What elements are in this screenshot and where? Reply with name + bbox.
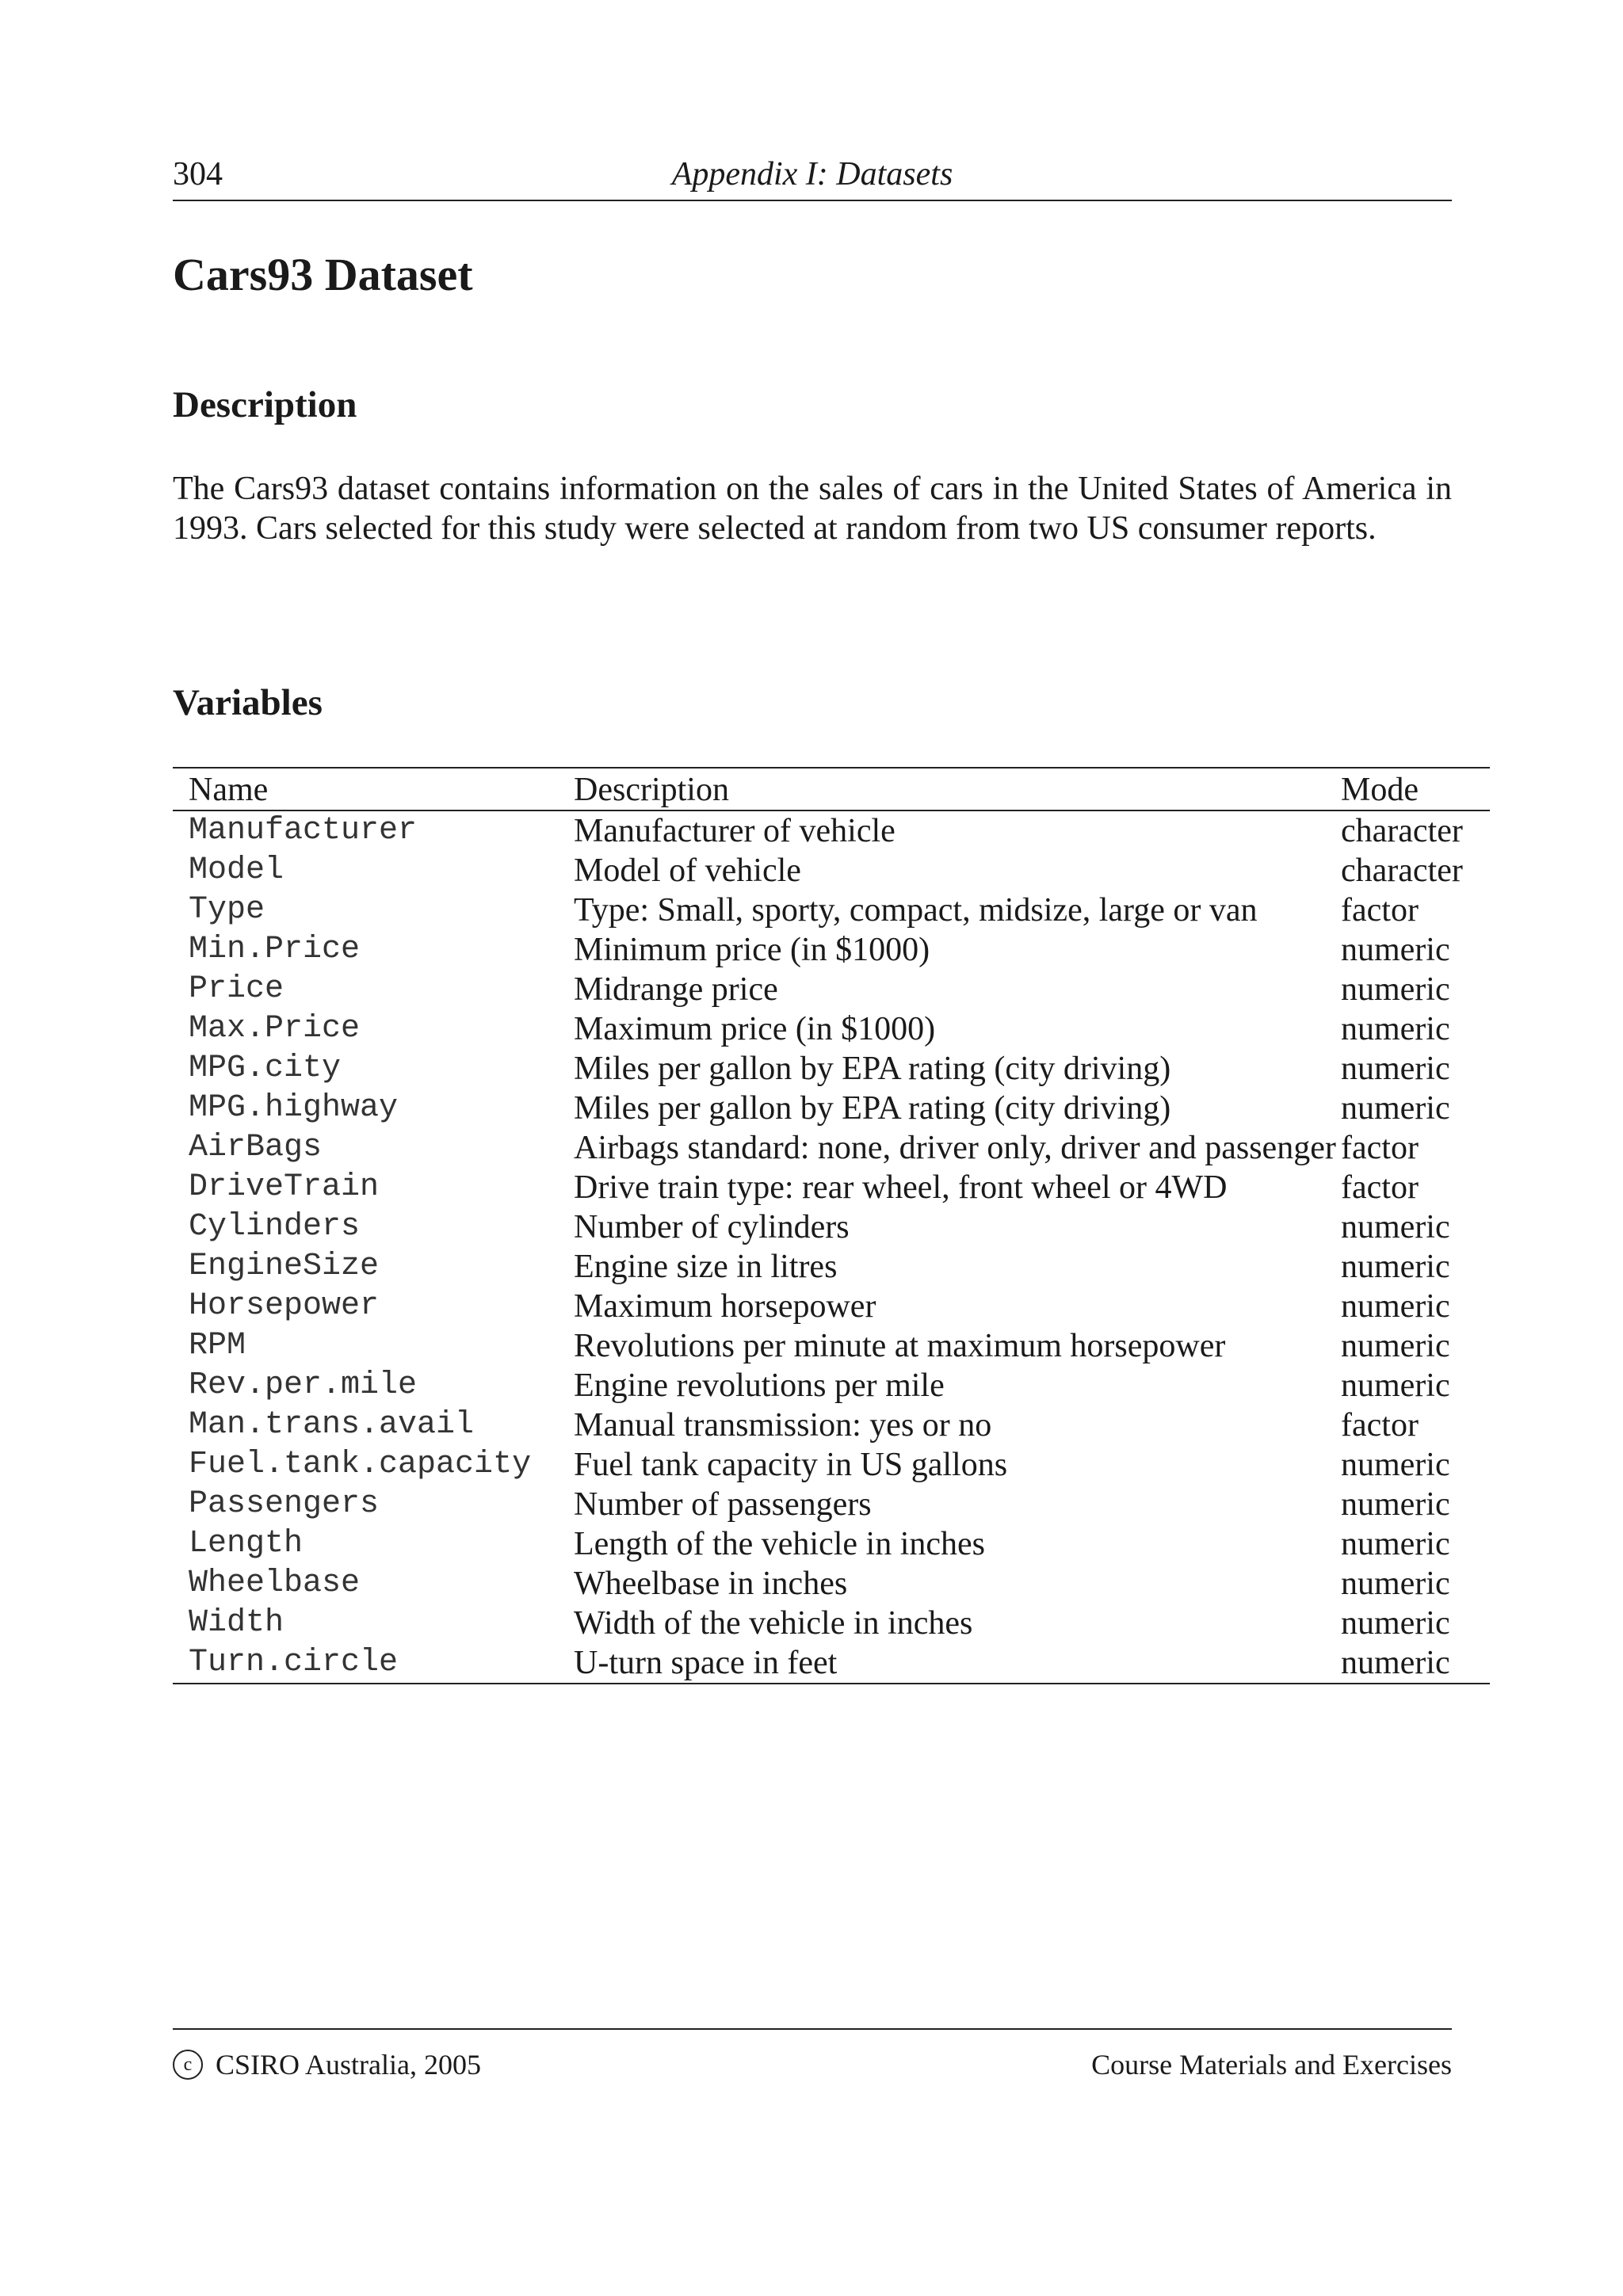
variable-name: Wheelbase <box>189 1566 361 1601</box>
variable-name: RPM <box>189 1328 246 1363</box>
variable-description: Miles per gallon by EPA rating (city driving) <box>574 1090 1171 1127</box>
table-row <box>173 1405 1490 1445</box>
table-row <box>173 1326 1490 1366</box>
variable-mode: factor <box>1341 1407 1419 1444</box>
variable-name: AirBags <box>189 1130 323 1165</box>
variable-mode: numeric <box>1341 1090 1450 1127</box>
variable-mode: numeric <box>1341 971 1450 1008</box>
table-row <box>173 1089 1490 1128</box>
variable-name: Price <box>189 971 285 1007</box>
table-row <box>173 1049 1490 1089</box>
table-header <box>173 768 1490 810</box>
table-row <box>173 970 1490 1009</box>
variable-description: Revolutions per minute at maximum horsepower <box>574 1328 1226 1364</box>
table-row <box>173 1009 1490 1049</box>
variable-mode: factor <box>1341 892 1419 929</box>
variable-mode: numeric <box>1341 1526 1450 1562</box>
variable-description: Drive train type: rear wheel, front wheel or 4WD <box>574 1169 1228 1206</box>
variable-mode: numeric <box>1341 1249 1450 1285</box>
footer-left <box>173 2047 481 2082</box>
table-row <box>173 1524 1490 1564</box>
variable-name: MPG.city <box>189 1051 342 1086</box>
variable-mode: numeric <box>1341 1447 1450 1483</box>
variable-mode: numeric <box>1341 1367 1450 1404</box>
variable-name: Cylinders <box>189 1209 361 1245</box>
table-body <box>173 810 1490 1684</box>
variable-description: Manual transmission: yes or no <box>574 1407 992 1444</box>
variable-description: Manufacturer of vehicle <box>574 813 896 849</box>
variable-mode: factor <box>1341 1169 1419 1206</box>
table-row <box>173 1168 1490 1207</box>
page-number: 304 <box>173 156 223 193</box>
variable-name: Min.Price <box>189 932 361 967</box>
table-row <box>173 891 1490 930</box>
variable-description: Airbags standard: none, driver only, driver and passenger <box>574 1130 1336 1166</box>
variable-mode: numeric <box>1341 932 1450 968</box>
variable-description: Maximum horsepower <box>574 1288 876 1325</box>
running-title: Appendix I: Datasets <box>671 156 953 193</box>
footer-course-title: Course Materials and Exercises <box>1091 2049 1452 2081</box>
column-header-name: Name <box>173 768 574 810</box>
table-row <box>173 1247 1490 1287</box>
variable-description: Model of vehicle <box>574 852 801 889</box>
variable-mode: numeric <box>1341 1328 1450 1364</box>
variables-heading: Variables <box>173 682 323 723</box>
variable-mode: numeric <box>1341 1486 1450 1523</box>
variable-name: MPG.highway <box>189 1090 399 1126</box>
variable-mode: numeric <box>1341 1566 1450 1602</box>
variable-mode: numeric <box>1341 1051 1450 1087</box>
table-row <box>173 1445 1490 1485</box>
table-row <box>173 1287 1490 1326</box>
table-row <box>173 1643 1490 1684</box>
variable-name: Width <box>189 1605 285 1641</box>
variable-name: Length <box>189 1526 304 1562</box>
table-row <box>173 851 1490 891</box>
page-footer <box>173 2028 1452 2093</box>
variable-mode: numeric <box>1341 1209 1450 1245</box>
variable-name: Horsepower <box>189 1288 380 1324</box>
variables-table <box>173 767 1490 1684</box>
variable-mode: character <box>1341 852 1463 889</box>
variable-description: Miles per gallon by EPA rating (city driving) <box>574 1051 1171 1087</box>
description-paragraph: The Cars93 dataset contains information on the sales of cars in the United States of America in 1993. Cars selected for this study were selected at random from two US consumer reports. <box>173 471 1452 547</box>
table-row <box>173 1604 1490 1643</box>
variable-mode: numeric <box>1341 1605 1450 1642</box>
variable-description: Type: Small, sporty, compact, midsize, large or van <box>574 892 1258 929</box>
variable-description: Width of the vehicle in inches <box>574 1605 973 1642</box>
variable-name: Rev.per.mile <box>189 1367 418 1403</box>
variable-name: Manufacturer <box>189 813 418 849</box>
variable-description: Number of passengers <box>574 1486 872 1523</box>
variable-name: DriveTrain <box>189 1169 380 1205</box>
variable-description: Length of the vehicle in inches <box>574 1526 985 1562</box>
footer-copyright-text: CSIRO Australia, 2005 <box>216 2049 482 2081</box>
variable-name: EngineSize <box>189 1249 380 1284</box>
variable-mode: character <box>1341 813 1463 849</box>
table-row <box>173 1366 1490 1405</box>
variable-description: Engine size in litres <box>574 1249 838 1285</box>
copyright-icon: c <box>173 2050 203 2080</box>
page-header <box>173 152 1452 201</box>
variable-name: Max.Price <box>189 1011 361 1047</box>
variable-name: Model <box>189 852 285 888</box>
description-heading: Description <box>173 384 357 425</box>
variable-mode: numeric <box>1341 1011 1450 1047</box>
variable-description: Engine revolutions per mile <box>574 1367 945 1404</box>
variable-description: Maximum price (in $1000) <box>574 1011 936 1047</box>
variable-description: Number of cylinders <box>574 1209 850 1245</box>
table-header-row <box>173 768 1490 810</box>
variable-name: Turn.circle <box>189 1645 399 1680</box>
variable-description: Minimum price (in $1000) <box>574 932 930 968</box>
variable-mode: numeric <box>1341 1645 1450 1681</box>
table-row <box>173 1564 1490 1604</box>
variable-description: Fuel tank capacity in US gallons <box>574 1447 1008 1483</box>
variable-mode: factor <box>1341 1130 1419 1166</box>
page-title: Cars93 Dataset <box>173 249 473 300</box>
column-header-mode: Mode <box>1341 768 1490 810</box>
table-row <box>173 1207 1490 1247</box>
column-header-description: Description <box>574 768 1341 810</box>
variable-name: Passengers <box>189 1486 380 1522</box>
variable-name: Fuel.tank.capacity <box>189 1447 532 1482</box>
table-row <box>173 930 1490 970</box>
variable-description: Midrange price <box>574 971 778 1008</box>
variable-description: Wheelbase in inches <box>574 1566 848 1602</box>
table-row <box>173 810 1490 851</box>
table-row <box>173 1128 1490 1168</box>
variable-mode: numeric <box>1341 1288 1450 1325</box>
table-row <box>173 1485 1490 1524</box>
variable-name: Type <box>189 892 265 928</box>
variable-name: Man.trans.avail <box>189 1407 475 1443</box>
variable-description: U-turn space in feet <box>574 1645 838 1681</box>
